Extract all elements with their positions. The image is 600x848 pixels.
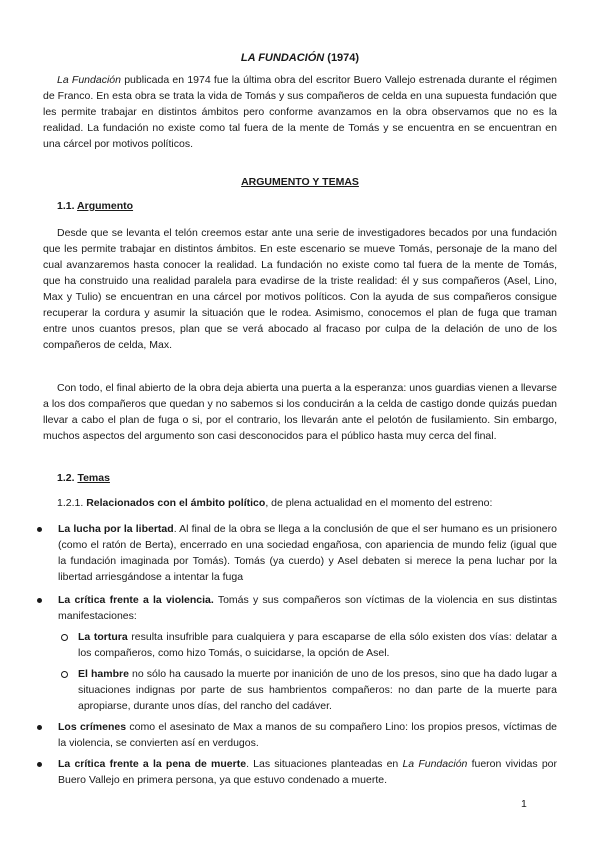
- circle-bullet-icon: [61, 634, 68, 641]
- bullet-icon: [37, 762, 42, 767]
- page-number: 1: [521, 798, 527, 810]
- work-title: La Fundación: [57, 74, 121, 86]
- bullet-icon: [37, 725, 42, 730]
- section-title: ARGUMENTO Y TEMAS: [241, 176, 359, 188]
- document-title: LA FUNDACIÓN (1974): [240, 52, 360, 64]
- work-title: La Fundación: [402, 758, 468, 770]
- sub-list-item: La tortura resulta insufrible para cualquiera y para escaparse de ella sólo existen dos vías: delatar a los compañeros, como hizo Tomás, o suicidarse, la opción de Asel.: [78, 629, 557, 661]
- list-item: Los crímenes como el asesinato de Max a manos de su compañero Lino: los propios presos, víctimas de la violencia, se convierten así en verdugos.: [58, 719, 557, 751]
- argumento-paragraph-2: Con todo, el final abierto de la obra deja abierta una puerta a la esperanza: unos guardias vienen a llevarse a los dos compañeros que quedan y no sabemos si los conducirán a la celda de castigo donde quizás puedan llevar a cabo el plan de fuga o si, por el contrario, los llevarán ante el pelotón de fusilamiento. Sin embargo, muchos aspectos del argumento son casi desconocidos para el público hasta muy cerca del final.: [43, 382, 557, 442]
- subheading-politico: 1.2.1. Relacionados con el ámbito político, de plena actualidad en el momento del estreno:: [57, 497, 493, 509]
- intro-paragraph: La Fundación publicada en 1974 fue la última obra del escritor Buero Vallejo estrenada durante el régimen de Franco. En esta obra se trata la vida de Tomás y sus compañeros de celda en una supuesta fundación que les permite trabajar en distintos ámbitos pero conforme avanzamos en la obra observamos que no es la realidad. La fundación no existe como tal fuera de la mente de Tomás y se encuentra en se encuentran en una cárcel por motivos políticos.: [43, 74, 558, 150]
- list-item: La crítica frente a la pena de muerte. Las situaciones planteadas en La Fundación fueron vividas por Buero Vallejo en primera persona, ya que estuvo condenado a muerte.: [58, 756, 557, 788]
- bullet-icon: [37, 527, 42, 532]
- argumento-paragraph-1: Desde que se levanta el telón creemos estar ante una serie de investigadores becados por una fundación que les permite trabajar en distintos ámbitos. En este escenario se mueve Tomás, personaje de la mano del cual avanzaremos hasta conocer la realidad. La fundación no existe como tal fuera de la mente de Tomás, que ha construido una realidad paralela para evadirse de la triste realidad: él y sus compañeros (Asel, Lino, Max y Tulio) se encuentran en una cárcel por motivos políticos. Con la ayuda de sus compañeros consigue recuperar la cordura y asumir la situación que le rodea. Asimismo, conocemos el plan de fuga que traman entre unos cuantos presos, plan que se verá abocado al fracaso por culpa de la delación de uno de los compañeros de celda, Max.: [43, 227, 557, 351]
- circle-bullet-icon: [61, 671, 68, 678]
- list-item: La lucha por la libertad. Al final de la obra se llega a la conclusión de que el ser humano es un prisionero (como el ratón de Berta), encerrado en una sociedad engañosa, con apariencia de mundo feliz (igual que la fundación imaginada por Tomás). Tomás (ya cuerdo) y Asel debaten si merece la pena luchar por la libertad arriesgándose a intentar la fuga: [58, 521, 557, 585]
- heading-temas: 1.2. Temas: [57, 472, 110, 484]
- list-item: La crítica frente a la violencia. Tomás y sus compañeros son víctimas de la violencia en sus distintas manifestaciones:: [58, 592, 557, 624]
- bullet-icon: [37, 598, 42, 603]
- sub-list-item: El hambre no sólo ha causado la muerte por inanición de uno de los presos, sino que ha dado lugar a situaciones indignas por parte de sus hambrientos compañeros: no dan parte de la muerte para apropiarse, durante unos días, del rancho del cadáver.: [78, 666, 557, 714]
- heading-argumento: 1.1. Argumento: [57, 200, 134, 212]
